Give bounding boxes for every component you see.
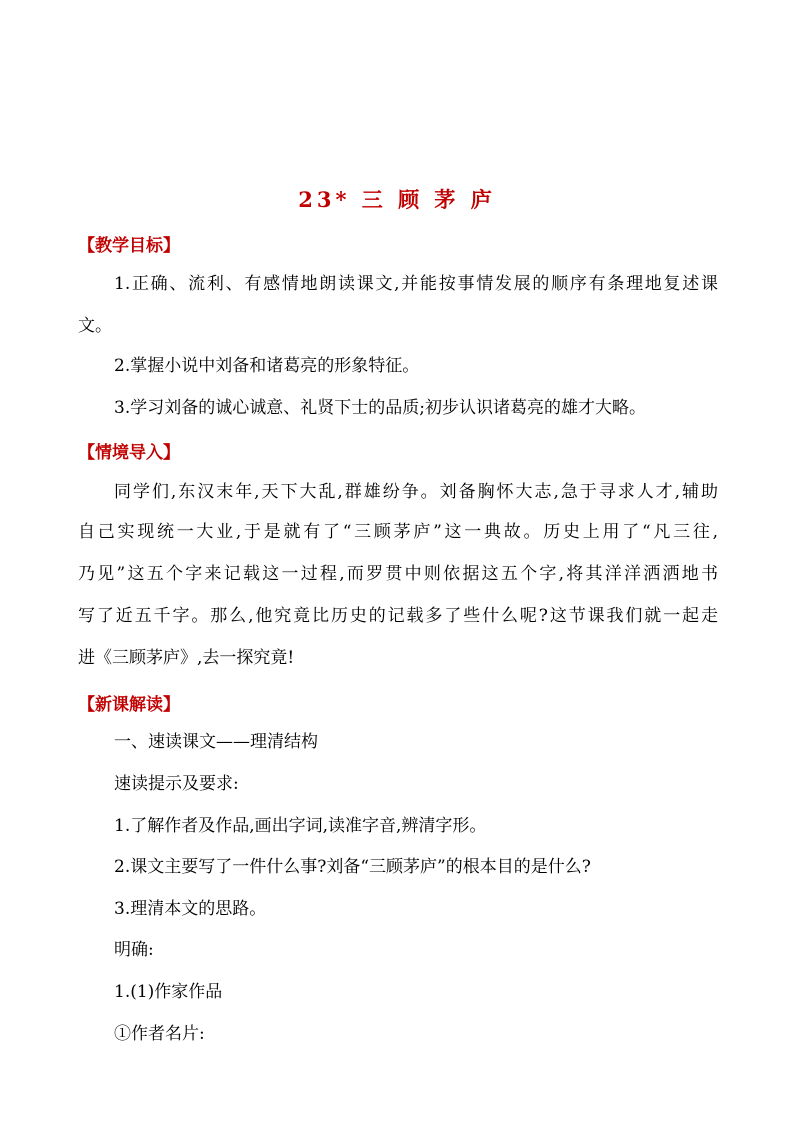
section-heading-lesson: 【新课解读】 <box>78 695 180 715</box>
paragraph-line: 速读提示及要求: <box>114 774 239 794</box>
paragraph-line: 同学们,东汉末年,天下大乱,群雄纷争。刘备胸怀大志,急于寻求人才,辅助 <box>114 482 718 502</box>
paragraph-line: 进《三顾茅庐》,去一探究竟! <box>78 648 295 668</box>
paragraph-line: 自己实现统一大业,于是就有了“三顾茅庐”这一典故。历史上用了“凡三往, <box>78 522 718 542</box>
paragraph-line: 文。 <box>78 316 112 336</box>
paragraph-line: 2.掌握小说中刘备和诸葛亮的形象特征。 <box>114 356 420 376</box>
page-title: 23* 三 顾 茅 庐 <box>298 187 496 212</box>
paragraph-line: 写了近五千字。那么,他究竟比历史的记载多了些什么呢?这节课我们就一起走 <box>78 606 718 626</box>
paragraph-line: 乃见”这五个字来记载这一过程,而罗贯中则依据这五个字,将其洋洋洒洒地书 <box>78 564 718 584</box>
paragraph-line: 1.了解作者及作品,画出字词,读准字音,辨清字形。 <box>114 816 487 836</box>
paragraph-line: 明确: <box>114 940 154 960</box>
paragraph-line: 3.学习刘备的诚心诚意、礼贤下士的品质;初步认识诸葛亮的雄才大略。 <box>114 398 646 418</box>
paragraph-line: ①作者名片: <box>114 1024 205 1044</box>
section-heading-intro: 【情境导入】 <box>78 443 180 463</box>
paragraph-line: 1.(1)作家作品 <box>114 982 223 1002</box>
paragraph-line: 2.课文主要写了一件什么事?刘备“三顾茅庐”的根本目的是什么? <box>114 857 591 877</box>
paragraph-line: 一、速读课文——理清结构 <box>114 732 318 752</box>
paragraph-line: 1.正确、流利、有感情地朗读课文,并能按事情发展的顺序有条理地复述课 <box>114 274 718 294</box>
section-heading-objectives: 【教学目标】 <box>78 236 180 256</box>
paragraph-line: 3.理清本文的思路。 <box>114 899 267 919</box>
